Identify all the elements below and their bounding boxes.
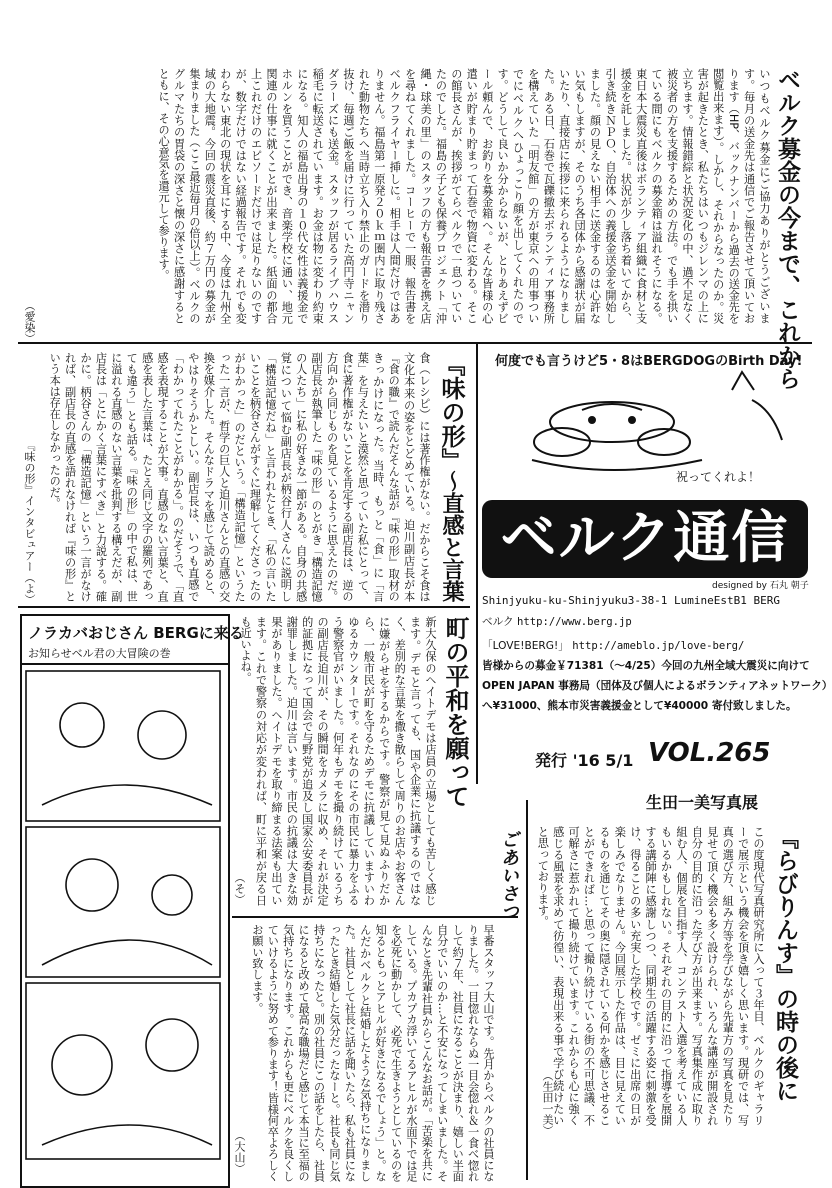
donation-line-1: 皆様からの募金￥71381（〜4/25）今回の九州全域大震災に向けて bbox=[482, 660, 810, 672]
article5-title: ごあいさつ bbox=[498, 830, 519, 920]
article5-signature: （大山） bbox=[233, 1130, 246, 1174]
article5-body: 早番スタッフ大山です。先月からベルクの社員になりました。一目惚れならぬ一目会惚れ＆一食べ惚れして約７年、社員になることが決まり、嬉しい半面自分でいいのか…と不安になってしまいました。そんなとき先輩社員からこんなお話が。「苦楽を共にしている。プカプカ浮いてるアヒルが水面下では足を必死に動かして、必死で生きようとしているのを知るともっとアヒルが好きになるでしょう」と。なんだかベルクと結婚したような気持ちになりました。社員として社長に話を聞いたら、私も社員になったとき結婚した気分だったなーと。社長も同じ気持ちになったと。別の社員にこの話をしたら、社員になると改めて最高な職場だと感じて本当に至福の気持ちになります。これからも更にベルクを良くしていけるように努めて参ります！皆様何卒よろしくお願い致します。 bbox=[250, 924, 495, 1182]
article1-signature: （愛染） bbox=[23, 300, 36, 344]
blog-url[interactable]: http://ameblo.jp/love-berg/ bbox=[572, 640, 745, 652]
donation-line-3: へ¥31000、熊本市災害義援金として¥40000 寄付致しました。 bbox=[482, 700, 797, 712]
masthead-logo bbox=[482, 500, 808, 578]
article3-title: 町の平和を願って bbox=[441, 616, 469, 808]
comic-title: ノラカバおじさん BERGに来る bbox=[28, 624, 244, 642]
article4-header: 生田一美写真展 bbox=[646, 793, 759, 812]
article3-signature: （そ） bbox=[233, 872, 246, 905]
article2-title: 『味の形』 bbox=[437, 352, 465, 472]
web-link-row bbox=[482, 614, 632, 629]
divider-top bbox=[18, 342, 812, 344]
article2-body: 食（レシピ）には著作権がない。だからこそ食は文化本来の姿をとどめている。迫川副店長が本『食の職』で読んだそんな話が『味の形』取材のきっかけになった。当時、もっと「食」に「言葉」を与えたいと漠然と思っていた私にとって、食に著作権がないことを肯定する副店長は、逆の方向から同じものを見ているように思えたのだ。副店長が執筆した『味の形』のとがき「構造記憶の人たち」に私の好きな一節がある。自身の共感覚について悩む副店長が柄谷行人さんに説明し「構造記憶だね」と言われたとき、「私の言いたいことを柄谷さんがすぐに理解してくださったのがわかった」のだという。「構造記憶」というたった一言が、哲学の巨人と迫川さんとの直感の交換を媒介した。そんなドラマを感じて読めると、やはりそうかとしい。副店長は、いつも直感で「わかってれたことがわかる」。のだそうで、「直感を表現することが大事。直感のない言葉と、直感を表した言葉は、たとえ同じ文字の羅列であっても違う」とも話る。『味の形』の中で私は、世に溢れる直感のない言葉を批判する構えだが、副店長は「とにかく言葉にすべき」と力説する。確かに。柄谷さんの「構造記憶」という一言がなければ、副店長の直感を語れなければ『味の形』という本は存在しなかったのだ。 bbox=[48, 352, 431, 602]
birthday-subtext: 祝ってくれよ！ bbox=[676, 470, 761, 484]
blog-link-row bbox=[482, 638, 744, 653]
issue-date: 発行 '16 5/1 bbox=[535, 751, 634, 770]
web-url[interactable]: http://www.berg.jp bbox=[516, 616, 632, 628]
article1-body: いつもベルク募金にご協力ありがとうございます。毎月の送金先は通信でご報告させて頂いております（HP、バックナンバーから過去の送金先を閲覧出来ます）。しかし、それからなったのか。災害が起きたとき、私たちはいつもジレンマの上に立ちます。情報錯綜と状況変化の中、過不足なく被災者の方を支援するための方法。でも手を拱いている間にもベルクの募金箱は溢れそうになる。東日本大震災直後はボランティア組織に食材と支援金を託しました。状況が少し落ち着いてから、引き続きＮＰＯ、自治体への義援金送金を開始しました。顔の見えない相手に送金するのは心許ない気もしますが、そのうち各団体から感謝状が届いたり、直接店に挨拶に来られるようになりました。ある日、石巻で瓦礫撤去ボランティア事務所を構えていた「明友館」の方が東京への用事ついでにベルクへひょっこり顔を出してくれたのです。どうして良いか分からないが、とりあえずビール頼んで、お釣りを募金箱へ。そんな皆様の心遣いが貯まり貯まって石巻で物資に変わる。そこの館長さんが、挨拶がてらベルクで一息ついていたのでした。福島の子ども保養プロジェクト「沖縄・球美の里」のスタッフの方も報告書を携え店を尋ねてくれました。コーヒーで一服、報告書をベルクフライヤー挿しに。相手は人間だけではありません。福島第一原発２０ｋｍ圏内に取り残された動物たちへ当時立ち入り禁止のガードを潜り抜け、毎週ご飯を届けに行っていた高円寺ニャンダラーズにも送金。スタッフが居るライブハウス稲毛に転送されています。お金は物に変わり約束になる。知人の福島出身の１０代女性は義援金でホルンを買うことができ、音楽学校に通い、地元関連の仕事に就くことが出来ました。紙面の都合上これだけのエピソードだけでは足りないのですが、数字だけではない経過報告です。それでも変わらない東北の現状を耳にする中、今度は九州全域の大地震。今回の震災直後、約７万円の募金が集まりました（ここ最近毎月の倍以上）。ベルクのグルマたちの胃袋の深さと懐の深さに感謝するとともに、その心意気を還元して参ります。 bbox=[157, 68, 771, 324]
article4-signature: （生田一美） bbox=[541, 1070, 554, 1136]
masthead-address: Shinjyuku-ku-Shinjyuku3-38-1 LumineEstB1 BERG bbox=[482, 594, 781, 607]
article4-title: 『らびりんす』の時の後に bbox=[772, 826, 798, 1102]
issue-volume: VOL.265 bbox=[648, 738, 771, 768]
blog-label: 「LOVE!BERG!」 bbox=[482, 640, 569, 652]
birthday-banner: 何度でも言うけど5・8はBERGDOGのBirth Day! bbox=[495, 354, 803, 369]
article2-signature: 『味の形』インタビュアー（よ） bbox=[23, 440, 36, 605]
article2-subtitle: 〜直感と言葉 bbox=[439, 470, 464, 602]
article4-body: この度現代写真研究所に入って３年目、ベルクのギャラリーで展示という機会を頂き嬉しく思います。現研では、写真の選び方、組み方等を学びながら先輩方の写真を見たり見せて頂く機会も多く設けられ、いろんな講座が開設され自分の目的に沿った学び方が出来ます。写真集作成に取り組む人、個展を目指す人、コンテスト入選を考えている人もいるかもしれない。それぞれの目的に沿って指導を展開する講師陣に感謝しつつ、同期生の活躍する姿に刺激を受け、得ることの多い充実した学校です。ゼミに出席の日が楽しみでなりません。今回展示した作品は、目に見えているものを通じてその奥に隠されている何かを感じさせることができれば…と思って撮り続けている街の不可思議、不可解さに惹かれて撮り続けています。これからも心に強く感じる風景を求めて彷徨い、表現出来る事で学び続けたいと思っております。 bbox=[536, 826, 765, 1126]
bergdog-illustration bbox=[492, 350, 808, 498]
comic-drawing bbox=[22, 665, 224, 1165]
article1-title: ベルク募金の今まで、これから bbox=[774, 68, 800, 390]
web-label: ベルク bbox=[482, 616, 514, 628]
masthead-designer: designed by 石丸 朝子 bbox=[712, 581, 809, 591]
divider-vertical-middle bbox=[476, 344, 478, 784]
divider-vertical-lower bbox=[526, 800, 528, 1180]
donation-line-2: OPEN JAPAN 事務局（団体及び個人によるボランティアネットワーク） bbox=[482, 680, 832, 692]
masthead-title: ベルク通信 bbox=[500, 506, 790, 571]
divider-lower bbox=[232, 916, 518, 918]
comic-subtitle: お知らせベル君の大冒険の巻 bbox=[22, 643, 228, 665]
divider-middle bbox=[18, 606, 470, 608]
bergdog-drawing bbox=[492, 350, 808, 498]
article3-body: 新大久保のヘイトデモは店員の立場としても苦しく感じます。デモと言っても、国や企業に抗議するのではなく、差別的な言葉を撒き散らして周りのお店やお客さんに嫌がらせをするからです。警察が見て見ぬふりだから、一般市民が町を守るためデモに抗議していますいわゆるカウンターです。それなのにその市民に暴力をふるう警察官がいました。何年もデモを撮り続けているうちの副店長迫川が、その瞬間をカメラに収め、それが決定的証拠になって国会で与野党が追及し国家公安委員長が謝罪しました。迫川は言います。市民の抗議は大きな効果がありました。ヘイトデモを取り締まる法案も出ています。これで警察の対応が変われば、町に平和が戻る日も近いよね。 bbox=[239, 616, 437, 906]
